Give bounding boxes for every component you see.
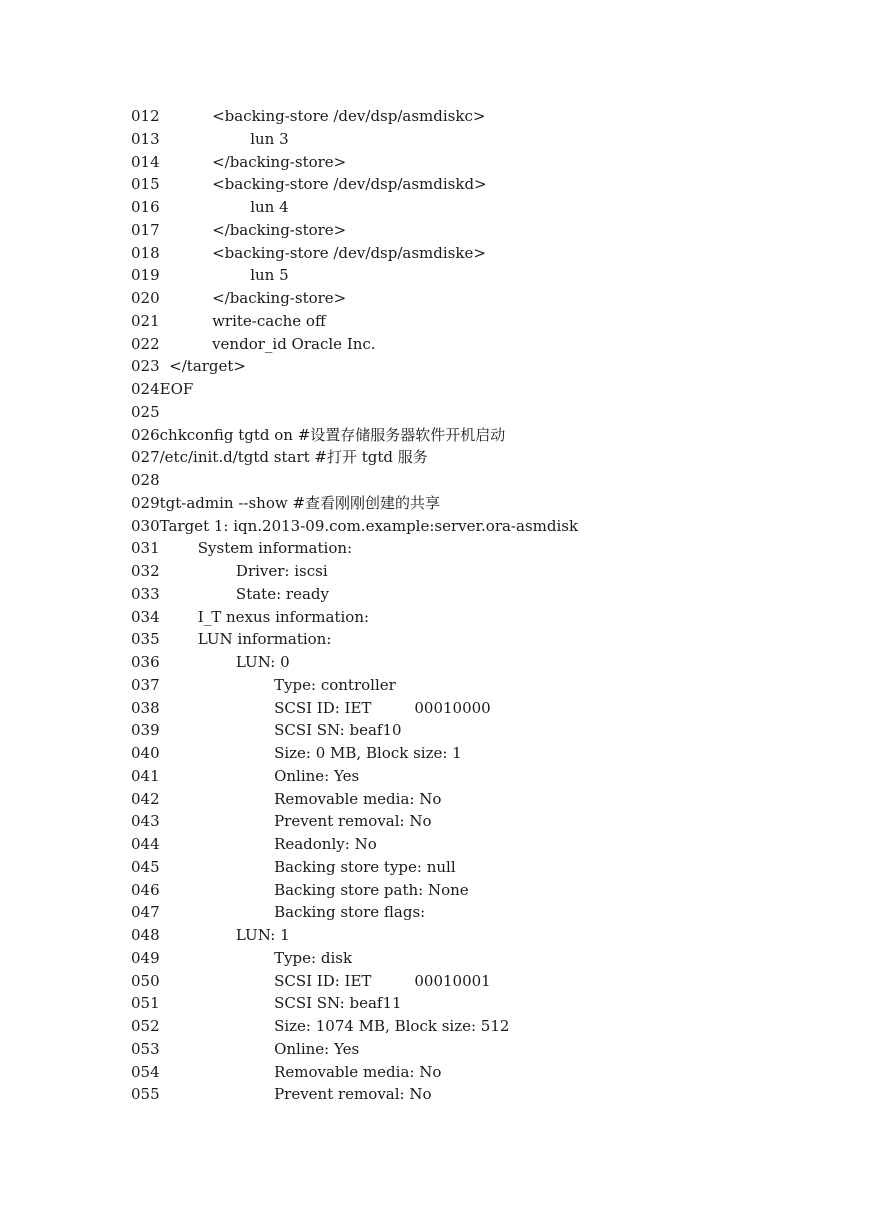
code-line: 023 </target> [131,357,247,376]
code-line: 054 Removable media: No [131,1062,442,1081]
code-line: 051 SCSI SN: beaf11 [131,994,402,1013]
code-line: 052 Size: 1074 MB, Block size: 512 [131,1017,510,1035]
code-line: 019 lun 5 [131,266,289,285]
code-line: 028 [131,471,160,489]
code-line: 055 Prevent removal: No [131,1085,432,1104]
code-line: 050 SCSI ID: IET 00010001 [131,971,491,990]
code-line: 013 lun 3 [131,129,289,148]
code-line: 043 Prevent removal: No [131,812,432,831]
code-line: 042 Removable media: No [131,789,442,808]
code-line: 053 Online: Yes [131,1039,360,1058]
code-line: 015 <backing-store /dev/dsp/asmdiskd> [131,175,487,194]
code-line: 036 LUN: 0 [131,653,290,671]
code-line: 041 Online: Yes [131,766,360,785]
code-line: 025 [131,402,160,421]
code-line: 032 Driver: iscsi [131,562,328,580]
code-line: 020 </backing-store> [131,289,347,307]
code-line: 047 Backing store flags: [131,903,426,922]
code-line: 022 vendor_id Oracle Inc. [131,334,376,353]
code-line: 014 </backing-store> [131,152,347,171]
code-line: 046 Backing store path: None [131,880,469,899]
code-line: 017 </backing-store> [131,220,347,239]
code-line: 045 Backing store type: null [131,857,456,876]
code-line: 021 write-cache off [131,311,326,330]
code-line: 012 <backing-store /dev/dsp/asmdiskc> [131,107,486,125]
code-listing [131,105,831,1106]
code-line: 030Target 1: iqn.2013-09.com.example:server.ora-asmdisk [131,516,579,535]
code-line: 037 Type: controller [131,675,396,694]
code-line: 033 State: ready [131,584,329,603]
code-line: 038 SCSI ID: IET 00010000 [131,698,491,717]
code-line: 040 Size: 0 MB, Block size: 1 [131,744,462,762]
code-line: 044 Readonly: No [131,835,377,853]
code-line: 027/etc/init.d/tgtd start #打开 tgtd 服务 [131,448,428,467]
code-line: 035 LUN information: [131,630,332,649]
code-line: 026chkconfig tgtd on #设置存储服务器软件开机启动 [131,425,506,444]
code-line: 048 LUN: 1 [131,926,290,944]
code-line: 024EOF [131,380,194,398]
code-line: 016 lun 4 [131,198,289,216]
code-line: 039 SCSI SN: beaf10 [131,721,402,740]
code-line: 029tgt-admin --show #查看刚刚创建的共享 [131,493,441,512]
code-line: 034 I_T nexus information: [131,607,370,626]
code-line: 018 <backing-store /dev/dsp/asmdiske> [131,243,486,262]
code-line: 031 System information: [131,539,353,558]
code-line: 049 Type: disk [131,948,353,967]
